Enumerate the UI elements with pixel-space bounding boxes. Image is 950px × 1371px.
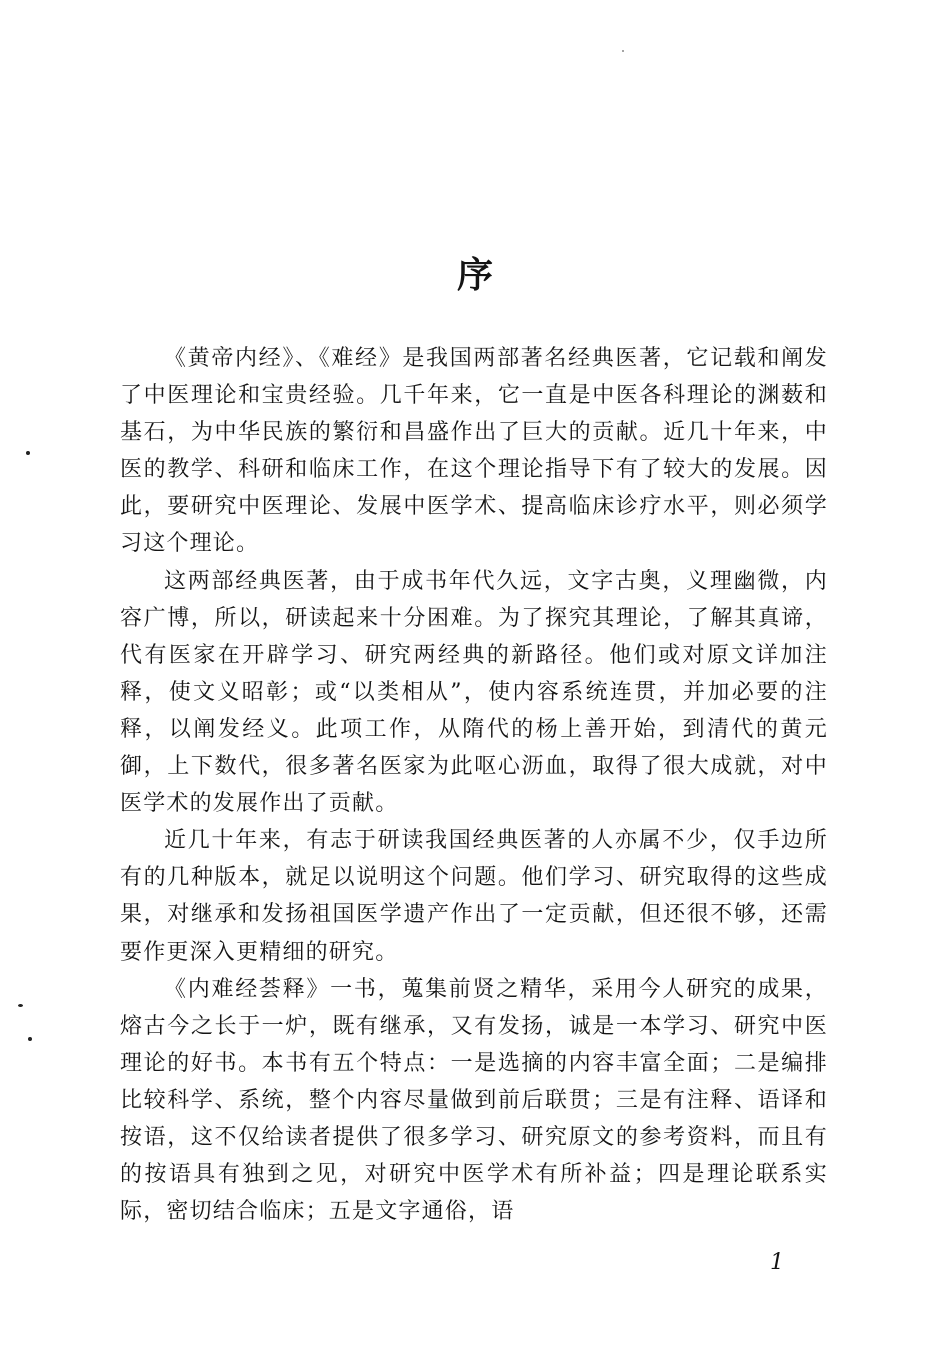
scan-speck <box>622 50 624 52</box>
body-text <box>120 340 828 1230</box>
page-title: 序 <box>456 255 493 297</box>
paragraph-4: 《内难经荟释》一书，蒐集前贤之精华，采用今人研究的成果，熔古今之长于一炉，既有继承，又有发扬，诚是一本学习、研究中医理论的好书。本书有五个特点：一是选摘的内容丰富全面；二是编排比较科学、系统，整个内容尽量做到前后联贯；三是有注释、语译和按语，这不仅给读者提供了很多学习、研究原文的参考资料，而且有的按语具有独到之见，对研究中医学术有所补益；四是理论联系实际，密切结合临床；五是文字通俗，语 <box>120 976 828 1225</box>
scan-speck <box>26 451 30 455</box>
paragraph-3: 近几十年来，有志于研读我国经典医著的人亦属不少，仅手边所有的几种版本，就足以说明这个问题。他们学习、研究取得的这些成果，对继承和发扬祖国医学遗产作出了一定贡献，但还很不够，还需要作更深入更精细的研究。 <box>120 828 828 965</box>
scan-speck <box>28 1037 32 1041</box>
paragraph-2: 这两部经典医著，由于成书年代久远，文字古奥，义理幽微，内容广博，所以，研读起来十分困难。为了探究其理论，了解其真谛，代有医家在开辟学习、研究两经典的新路径。他们或对原文详加注释，使文义昭彰；或“以类相从”，使内容系统连贯，并加必要的注释，以阐发经义。此项工作，从隋代的杨上善开始，到清代的黄元御，上下数代，很多著名医家为此呕心沥血，取得了很大成就，对中医学术的发展作出了贡献。 <box>120 568 828 817</box>
page-number: 1 <box>770 1250 784 1275</box>
paragraph-1: 《黄帝内经》、《难经》是我国两部著名经典医著，它记载和阐发了中医理论和宝贵经验。几千年来，它一直是中医各科理论的渊薮和基石，为中华民族的繁衍和昌盛作出了巨大的贡献。近几十年来，中医的教学、科研和临床工作，在这个理论指导下有了较大的发展。因此，要研究中医理论、发展中医学术、提高临床诊疗水平，则必须学习这个理论。 <box>120 346 828 557</box>
scan-speck <box>18 1004 23 1007</box>
